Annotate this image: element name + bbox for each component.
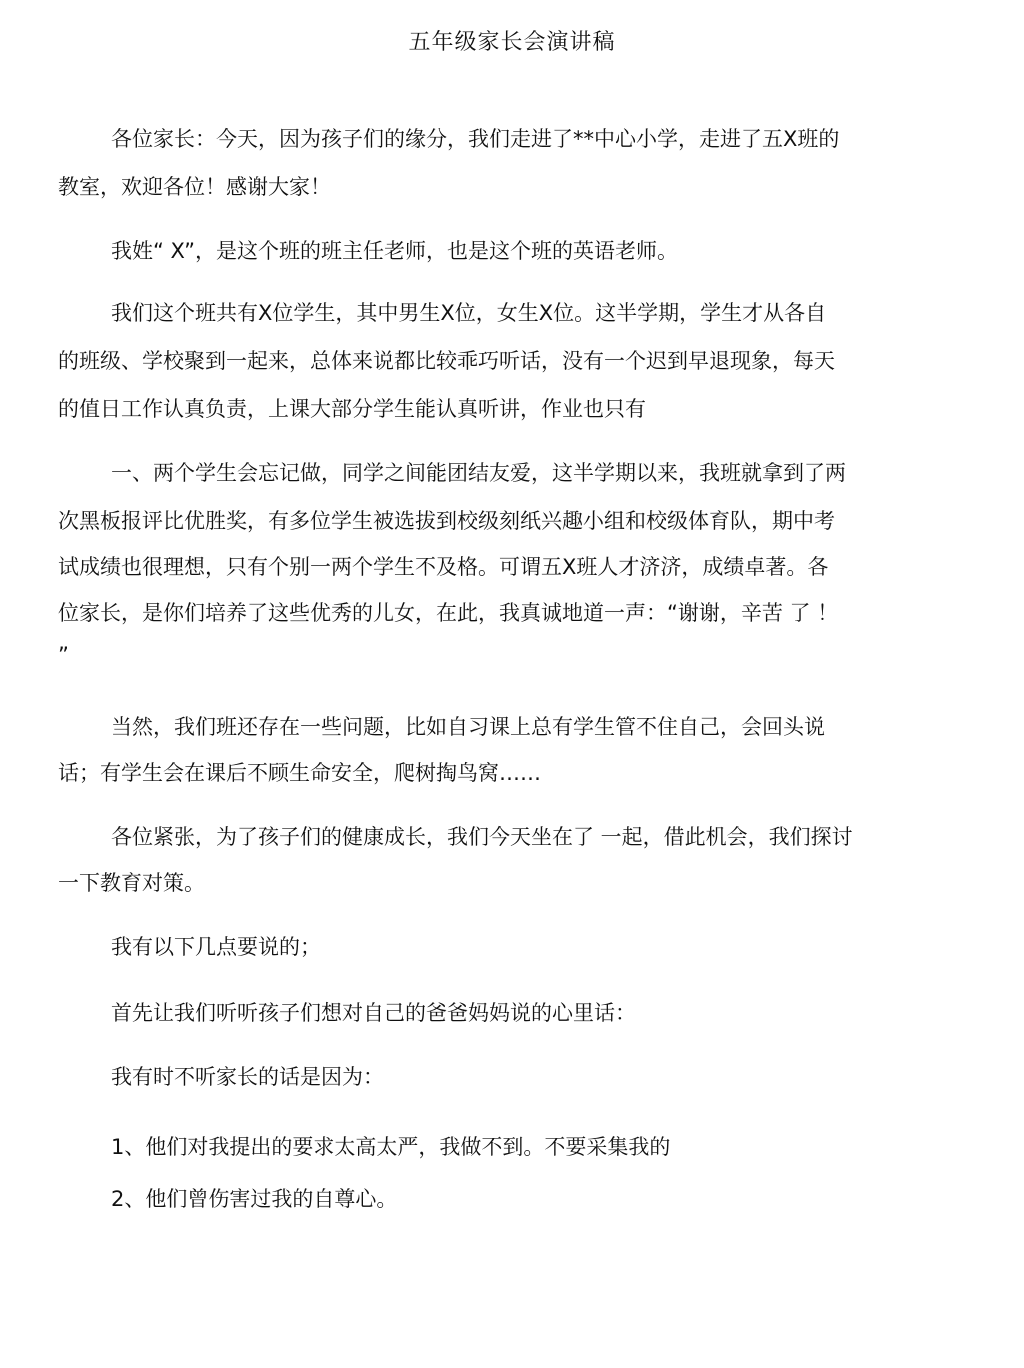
paragraph-line: 我有以下几点要说的； [111, 935, 321, 959]
paragraph-line: 一、两个学生会忘记做，同学之间能团结友爱，这半学期以来，我班就拿到了两 [111, 461, 846, 485]
paragraph-line: 我有时不听家长的话是因为： [111, 1065, 384, 1089]
paragraph-line: 的值日工作认真负责，上课大部分学生能认真听讲，作业也只有 [58, 397, 646, 421]
list-item: 2、他们曾伤害过我的自尊心。 [111, 1187, 398, 1211]
paragraph-line: 首先让我们听听孩子们想对自己的爸爸妈妈说的心里话： [111, 1001, 636, 1025]
paragraph-line: ” [58, 643, 69, 667]
paragraph-line: 各位紧张，为了孩子们的健康成长，我们今天坐在了 一起，借此机会，我们探讨 [111, 825, 853, 849]
paragraph-line: 话；有学生会在课后不顾生命安全，爬树掏鸟窝…… [58, 761, 541, 785]
paragraph-line: 各位家长：今天，因为孩子们的缘分，我们走进了**中心小学，走进了五X班的 [111, 127, 840, 151]
paragraph-line: 一下教育对策。 [58, 871, 205, 895]
paragraph-line: 次黑板报评比优胜奖，有多位学生被选拔到校级刻纸兴趣小组和校级体育队，期中考 [58, 509, 835, 533]
paragraph-line: 的班级、学校聚到一起来，总体来说都比较乖巧听话，没有一个迟到早退现象，每天 [58, 349, 835, 373]
paragraph-line: 位家长，是你们培养了这些优秀的儿女，在此，我真诚地道一声：“谢谢，辛苦 了 ！ [58, 601, 839, 625]
paragraph-line: 我姓“ X”，是这个班的班主任老师，也是这个班的英语老师。 [111, 239, 678, 263]
paragraph-line: 当然，我们班还存在一些问题，比如自习课上总有学生管不住自己，会回头说 [111, 715, 825, 739]
paragraph-line: 教室，欢迎各位！感谢大家！ [58, 175, 331, 199]
list-item: 1、他们对我提出的要求太高太严，我做不到。不要采集我的 [111, 1135, 671, 1159]
paragraph-line: 我们这个班共有X位学生，其中男生X位，女生X位。这半学期，学生才从各自 [111, 301, 827, 325]
document-title: 五年级家长会演讲稿 [408, 30, 616, 55]
paragraph-line: 试成绩也很理想，只有个别一两个学生不及格。可谓五X班人才济济，成绩卓著。各 [58, 555, 829, 579]
